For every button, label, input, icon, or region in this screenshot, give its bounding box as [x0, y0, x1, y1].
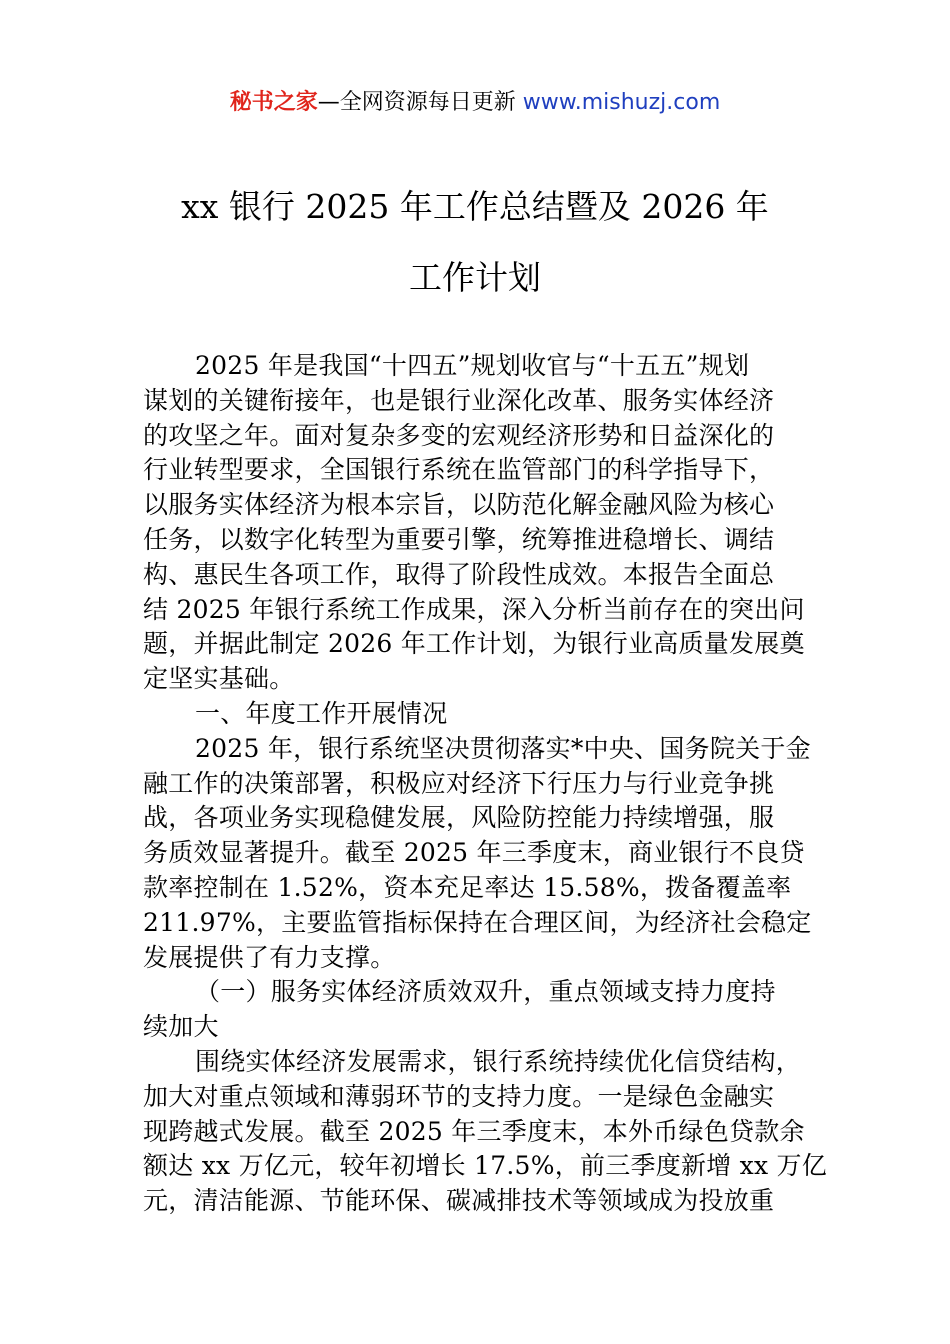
text-line: 款率控制在 1.52%，资本充足率达 15.58%，拨备覆盖率	[143, 872, 792, 902]
site-url[interactable]: www.mishuzj.com	[522, 90, 721, 115]
text-line: 现跨越式发展。截至 2025 年三季度末，本外币绿色贷款余	[143, 1116, 805, 1146]
text-line: 的攻坚之年。面对复杂多变的宏观经济形势和日益深化的	[143, 420, 775, 450]
section-heading: 一、年度工作开展情况	[195, 698, 448, 728]
text-line: 211.97%，主要监管指标保持在合理区间，为经济社会稳定	[143, 907, 812, 937]
text-line: 任务，以数字化转型为重要引擎，统筹推进稳增长、调结	[143, 524, 775, 554]
document-title-line1: xx 银行 2025 年工作总结暨及 2026 年	[181, 187, 769, 226]
text-line: 融工作的决策部署，积极应对经济下行压力与行业竞争挑	[143, 768, 775, 798]
text-line: 围绕实体经济发展需求，银行系统持续优化信贷结构，	[195, 1046, 802, 1076]
text-line: 结 2025 年银行系统工作成果，深入分析当前存在的突出问	[143, 594, 805, 624]
text-line: 以服务实体经济为根本宗旨，以防范化解金融风险为核心	[143, 490, 775, 520]
document-body	[143, 349, 828, 1219]
text-line: 元，清洁能源、节能环保、碳减排技术等领域成为投放重	[143, 1186, 775, 1216]
text-line: 发展提供了有力支撑。	[143, 942, 396, 972]
text-line: 行业转型要求，全国银行系统在监管部门的科学指导下，	[143, 455, 775, 485]
text-line: 2025 年，银行系统坚决贯彻落实*中央、国务院关于金	[195, 733, 811, 763]
text-line: 定坚实基础。	[143, 664, 295, 694]
text-line: 构、惠民生各项工作，取得了阶段性成效。本报告全面总	[143, 559, 775, 589]
text-line: 谋划的关键衔接年，也是银行业深化改革、服务实体经济	[143, 385, 775, 415]
text-line: 2025 年是我国“十四五”规划收官与“十五五”规划	[195, 351, 750, 380]
text-line: 加大对重点领域和薄弱环节的支持力度。一是绿色金融实	[143, 1081, 775, 1111]
text-line: 务质效显著提升。截至 2025 年三季度末，商业银行不良贷	[143, 838, 805, 868]
text-line: 战，各项业务实现稳健发展，风险防控能力持续增强，服	[143, 803, 775, 833]
header-slogan: —全网资源每日更新	[317, 90, 516, 115]
document-title-line2: 工作计划	[409, 258, 541, 297]
subsection-heading-cont: 续加大	[143, 1012, 219, 1042]
text-line: 题，并据此制定 2026 年工作计划，为银行业高质量发展奠	[143, 629, 805, 659]
subsection-heading: （一）服务实体经济质效双升，重点领域支持力度持	[195, 977, 776, 1007]
brand-name: 秘书之家	[229, 90, 318, 115]
text-line: 额达 xx 万亿元，较年初增长 17.5%，前三季度新增 xx 万亿	[143, 1151, 828, 1181]
site-header	[0, 88, 950, 118]
